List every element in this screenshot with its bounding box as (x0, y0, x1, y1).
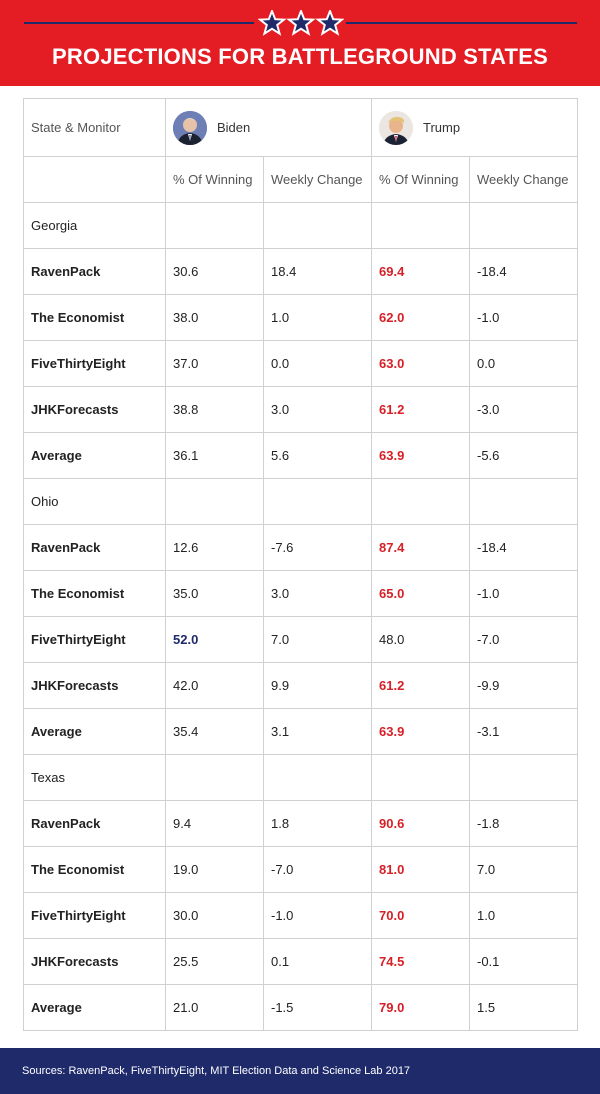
candidate-header-row (24, 99, 578, 157)
corner-label: State & Monitor (24, 99, 166, 157)
candidate-biden (166, 99, 372, 157)
biden-weekly-change: -7.6 (264, 525, 372, 571)
trump-win-pct: 63.9 (372, 709, 470, 755)
biden-win-pct: 42.0 (166, 663, 264, 709)
trump-win-pct: 65.0 (372, 571, 470, 617)
biden-win-pct: 30.0 (166, 893, 264, 939)
biden-weekly-change: 18.4 (264, 249, 372, 295)
header-banner (0, 0, 600, 86)
monitor-name: RavenPack (24, 525, 166, 571)
monitor-name: JHKForecasts (24, 939, 166, 985)
trump-avatar (379, 111, 413, 145)
projections-table-container (23, 98, 577, 1031)
biden-win-pct: 9.4 (166, 801, 264, 847)
table-row (24, 525, 578, 571)
biden-weekly-change: 0.0 (264, 341, 372, 387)
table-row (24, 985, 578, 1031)
biden-win-pct: 21.0 (166, 985, 264, 1031)
column-header-row (24, 157, 578, 203)
table-row (24, 617, 578, 663)
biden-weekly-change: 9.9 (264, 663, 372, 709)
state-row (24, 203, 578, 249)
biden-win-pct: 35.4 (166, 709, 264, 755)
trump-weekly-change: -9.9 (470, 663, 578, 709)
trump-win-pct: 63.9 (372, 433, 470, 479)
table-row (24, 663, 578, 709)
table-row (24, 387, 578, 433)
biden-win-pct: 25.5 (166, 939, 264, 985)
biden-win-pct: 35.0 (166, 571, 264, 617)
state-row (24, 755, 578, 801)
trump-weekly-change: -3.1 (470, 709, 578, 755)
biden-win-pct: 19.0 (166, 847, 264, 893)
empty-cell (470, 479, 578, 525)
biden-win-pct: 12.6 (166, 525, 264, 571)
biden-weekly-change: 3.1 (264, 709, 372, 755)
monitor-name: FiveThirtyEight (24, 893, 166, 939)
empty-cell (166, 479, 264, 525)
empty-cell (372, 203, 470, 249)
biden-name: Biden (217, 120, 251, 135)
trump-weekly-change: -18.4 (470, 525, 578, 571)
biden-weekly-change: 1.0 (264, 295, 372, 341)
trump-win-pct: 61.2 (372, 663, 470, 709)
biden-weekly-change: 5.6 (264, 433, 372, 479)
trump-weekly-change: -1.0 (470, 295, 578, 341)
empty-cell (166, 755, 264, 801)
table-row (24, 709, 578, 755)
page-title: PROJECTIONS FOR BATTLEGROUND STATES (52, 44, 548, 69)
monitor-name: FiveThirtyEight (24, 341, 166, 387)
trump-win-pct: 79.0 (372, 985, 470, 1031)
column-header-biden-change: Weekly Change (264, 157, 372, 203)
trump-name: Trump (423, 120, 461, 135)
table-row (24, 847, 578, 893)
empty-cell (372, 479, 470, 525)
empty-cell (166, 203, 264, 249)
biden-weekly-change: 3.0 (264, 571, 372, 617)
empty-cell (470, 755, 578, 801)
state-name: Texas (24, 755, 166, 801)
state-name: Ohio (24, 479, 166, 525)
column-header-empty (24, 157, 166, 203)
table-row (24, 249, 578, 295)
table-row (24, 801, 578, 847)
footer-sources-bar (0, 1048, 600, 1094)
trump-weekly-change: -1.8 (470, 801, 578, 847)
trump-weekly-change: -1.0 (470, 571, 578, 617)
empty-cell (372, 755, 470, 801)
monitor-name: Average (24, 433, 166, 479)
table-row (24, 939, 578, 985)
monitor-name: RavenPack (24, 801, 166, 847)
table-row (24, 893, 578, 939)
trump-win-pct: 63.0 (372, 341, 470, 387)
biden-win-pct: 30.6 (166, 249, 264, 295)
biden-win-pct: 52.0 (166, 617, 264, 663)
trump-win-pct: 69.4 (372, 249, 470, 295)
empty-cell (264, 755, 372, 801)
header-rule-left (24, 22, 254, 24)
monitor-name: Average (24, 709, 166, 755)
biden-avatar (173, 111, 207, 145)
star-icon (318, 11, 342, 34)
biden-weekly-change: 7.0 (264, 617, 372, 663)
monitor-name: Average (24, 985, 166, 1031)
monitor-name: FiveThirtyEight (24, 617, 166, 663)
biden-win-pct: 38.0 (166, 295, 264, 341)
table-row (24, 341, 578, 387)
stars-decoration (258, 10, 344, 36)
trump-win-pct: 62.0 (372, 295, 470, 341)
trump-win-pct: 48.0 (372, 617, 470, 663)
candidate-trump (372, 99, 578, 157)
empty-cell (264, 203, 372, 249)
projections-table (23, 98, 578, 1031)
monitor-name: JHKForecasts (24, 387, 166, 433)
biden-weekly-change: -1.5 (264, 985, 372, 1031)
biden-win-pct: 38.8 (166, 387, 264, 433)
biden-weekly-change: -1.0 (264, 893, 372, 939)
trump-weekly-change: 0.0 (470, 341, 578, 387)
trump-weekly-change: 1.5 (470, 985, 578, 1031)
column-header-biden-win: % Of Winning (166, 157, 264, 203)
trump-win-pct: 81.0 (372, 847, 470, 893)
table-row (24, 433, 578, 479)
column-header-trump-change: Weekly Change (470, 157, 578, 203)
monitor-name: The Economist (24, 847, 166, 893)
monitor-name: The Economist (24, 295, 166, 341)
trump-win-pct: 70.0 (372, 893, 470, 939)
biden-weekly-change: 1.8 (264, 801, 372, 847)
star-icon (289, 11, 313, 34)
sources-text: Sources: RavenPack, FiveThirtyEight, MIT Election Data and Science Lab 2017 (22, 1065, 411, 1077)
biden-weekly-change: -7.0 (264, 847, 372, 893)
biden-win-pct: 37.0 (166, 341, 264, 387)
trump-win-pct: 74.5 (372, 939, 470, 985)
monitor-name: JHKForecasts (24, 663, 166, 709)
trump-weekly-change: -0.1 (470, 939, 578, 985)
table-row (24, 295, 578, 341)
header-rule-right (346, 22, 577, 24)
empty-cell (470, 203, 578, 249)
table-row (24, 571, 578, 617)
star-icon (260, 11, 284, 34)
trump-weekly-change: 7.0 (470, 847, 578, 893)
biden-weekly-change: 0.1 (264, 939, 372, 985)
monitor-name: The Economist (24, 571, 166, 617)
trump-weekly-change: 1.0 (470, 893, 578, 939)
biden-win-pct: 36.1 (166, 433, 264, 479)
empty-cell (264, 479, 372, 525)
trump-weekly-change: -5.6 (470, 433, 578, 479)
trump-weekly-change: -7.0 (470, 617, 578, 663)
trump-weekly-change: -18.4 (470, 249, 578, 295)
trump-win-pct: 61.2 (372, 387, 470, 433)
trump-weekly-change: -3.0 (470, 387, 578, 433)
state-name: Georgia (24, 203, 166, 249)
biden-weekly-change: 3.0 (264, 387, 372, 433)
trump-win-pct: 87.4 (372, 525, 470, 571)
trump-win-pct: 90.6 (372, 801, 470, 847)
state-row (24, 479, 578, 525)
monitor-name: RavenPack (24, 249, 166, 295)
column-header-trump-win: % Of Winning (372, 157, 470, 203)
